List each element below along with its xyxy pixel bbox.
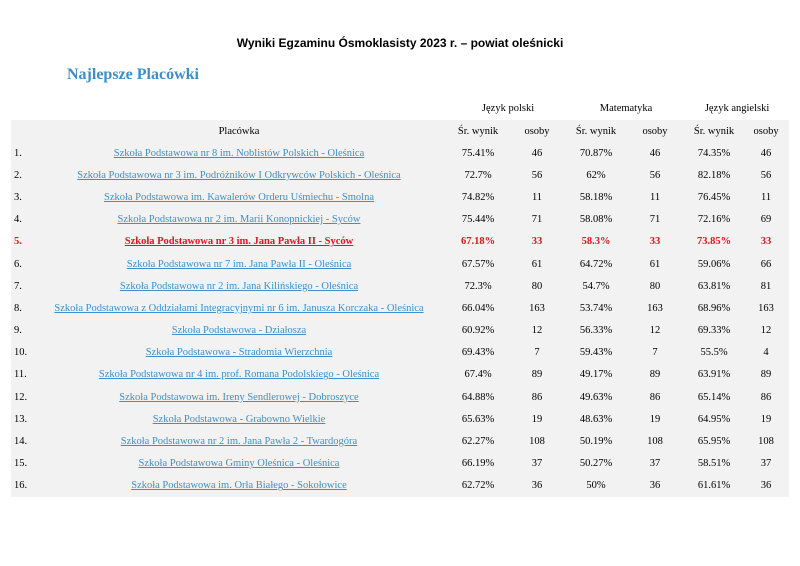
math-count: 12 [625,320,685,342]
polish-avg: 66.04% [449,297,507,319]
school-cell [29,320,449,342]
school-cell [29,186,449,208]
polish-count: 89 [507,364,567,386]
school-cell [29,453,449,475]
math-count: 89 [625,364,685,386]
school-link[interactable]: Szkoła Podstawowa z Oddziałami Integracyjnymi nr 6 im. Janusza Korczaka - Oleśnica [54,302,424,314]
table-row [11,186,789,208]
polish-avg: 60.92% [449,320,507,342]
table-row [11,364,789,386]
results-table-body [11,142,789,497]
table-row [11,408,789,430]
school-cell [29,142,449,164]
polish-count: 86 [507,386,567,408]
math-avg: 70.87% [567,142,625,164]
english-avg: 63.91% [685,364,743,386]
school-link[interactable]: Szkoła Podstawowa nr 3 im. Jana Pawła II - Syców [124,236,354,248]
school-link[interactable]: Szkoła Podstawowa - Stradomia Wierzchnia [145,347,333,359]
math-avg: 58.08% [567,209,625,231]
math-avg: 59.43% [567,342,625,364]
school-link[interactable]: Szkoła Podstawowa im. Ireny Sendlerowej - Dobroszyce [119,391,359,403]
table-row [11,342,789,364]
polish-avg: 75.44% [449,209,507,231]
section-title: Najlepsze Placówki [67,66,199,83]
math-avg: 56.33% [567,320,625,342]
math-count: 7 [625,342,685,364]
row-number: 3. [11,186,29,208]
polish-avg: 67.4% [449,364,507,386]
polish-count: 37 [507,453,567,475]
math-count: 108 [625,430,685,452]
row-number: 13. [11,408,29,430]
english-count: 37 [743,453,789,475]
math-avg: 54.7% [567,275,625,297]
math-count: 71 [625,209,685,231]
school-cell [29,209,449,231]
school-cell [29,164,449,186]
math-avg: 58.18% [567,186,625,208]
header-spacer [29,96,449,120]
header-lp [11,120,29,142]
polish-count: 19 [507,408,567,430]
row-number: 4. [11,209,29,231]
table-row [11,320,789,342]
english-count: 69 [743,209,789,231]
english-count: 66 [743,253,789,275]
row-number: 8. [11,297,29,319]
math-avg: 58.3% [567,231,625,253]
math-count: 46 [625,142,685,164]
math-count: 61 [625,253,685,275]
polish-count: 61 [507,253,567,275]
polish-avg: 72.3% [449,275,507,297]
header-english-count: osoby [743,120,789,142]
math-count: 11 [625,186,685,208]
english-count: 12 [743,320,789,342]
math-avg: 48.63% [567,408,625,430]
math-avg: 62% [567,164,625,186]
english-avg: 65.14% [685,386,743,408]
english-avg: 64.95% [685,408,743,430]
header-school: Placówka [29,120,449,142]
table-row [11,386,789,408]
english-avg: 63.81% [685,275,743,297]
school-cell [29,475,449,497]
school-cell [29,275,449,297]
math-avg: 49.17% [567,364,625,386]
group-header-row [11,96,789,120]
school-cell [29,430,449,452]
header-english-avg: Śr. wynik [685,120,743,142]
math-count: 163 [625,297,685,319]
column-header-row [11,120,789,142]
polish-count: 11 [507,186,567,208]
row-number: 10. [11,342,29,364]
english-avg: 59.06% [685,253,743,275]
table-row [11,142,789,164]
polish-avg: 69.43% [449,342,507,364]
english-count: 56 [743,164,789,186]
table-row [11,453,789,475]
polish-avg: 66.19% [449,453,507,475]
school-cell [29,386,449,408]
header-spacer [11,96,29,120]
table-row [11,253,789,275]
school-link[interactable]: Szkoła Podstawowa nr 7 im. Jana Pawła II - Oleśnica [126,258,352,270]
polish-count: 71 [507,209,567,231]
results-table [11,96,789,497]
school-link[interactable]: Szkoła Podstawowa nr 2 im. Jana Pawła 2 - Twardogóra [120,436,358,448]
table-row [11,209,789,231]
row-number: 15. [11,453,29,475]
english-avg: 74.35% [685,142,743,164]
polish-count: 56 [507,164,567,186]
school-cell [29,231,449,253]
school-cell [29,297,449,319]
math-count: 33 [625,231,685,253]
math-avg: 50.19% [567,430,625,452]
math-count: 19 [625,408,685,430]
school-link[interactable]: Szkoła Podstawowa im. Orła Białego - Sokołowice [131,480,347,492]
polish-count: 46 [507,142,567,164]
polish-count: 7 [507,342,567,364]
english-count: 81 [743,275,789,297]
row-number: 1. [11,142,29,164]
english-count: 46 [743,142,789,164]
row-number: 12. [11,386,29,408]
polish-avg: 75.41% [449,142,507,164]
row-number: 16. [11,475,29,497]
school-cell [29,408,449,430]
polish-count: 33 [507,231,567,253]
english-count: 4 [743,342,789,364]
english-avg: 69.33% [685,320,743,342]
group-header-math: Matematyka [567,96,685,120]
math-avg: 53.74% [567,297,625,319]
school-link[interactable]: Szkoła Podstawowa - Działosza [171,325,307,337]
table-row [11,475,789,497]
math-avg: 50% [567,475,625,497]
math-avg: 64.72% [567,253,625,275]
header-math-avg: Śr. wynik [567,120,625,142]
group-header-english: Język angielski [685,96,789,120]
table-row [11,275,789,297]
english-count: 89 [743,364,789,386]
school-link[interactable]: Szkoła Podstawowa nr 8 im. Noblistów Polskich - Oleśnica [113,147,365,159]
math-avg: 50.27% [567,453,625,475]
math-count: 37 [625,453,685,475]
group-header-polish: Język polski [449,96,567,120]
english-count: 108 [743,430,789,452]
polish-avg: 72.7% [449,164,507,186]
school-cell [29,253,449,275]
row-number: 14. [11,430,29,452]
row-number: 5. [11,231,29,253]
page-title: Wyniki Egzaminu Ósmoklasisty 2023 r. – powiat oleśnicki [236,36,564,50]
polish-count: 108 [507,430,567,452]
school-cell [29,342,449,364]
polish-avg: 67.18% [449,231,507,253]
math-count: 80 [625,275,685,297]
polish-avg: 67.57% [449,253,507,275]
math-count: 56 [625,164,685,186]
english-avg: 68.96% [685,297,743,319]
row-number: 9. [11,320,29,342]
math-count: 36 [625,475,685,497]
table-row [11,164,789,186]
english-avg: 65.95% [685,430,743,452]
polish-count: 36 [507,475,567,497]
row-number: 6. [11,253,29,275]
math-avg: 49.63% [567,386,625,408]
polish-avg: 62.72% [449,475,507,497]
english-avg: 61.61% [685,475,743,497]
school-link[interactable]: Szkoła Podstawowa nr 2 im. Marii Konopnickiej - Syców [117,214,361,226]
row-number: 2. [11,164,29,186]
polish-avg: 64.88% [449,386,507,408]
english-avg: 55.5% [685,342,743,364]
english-count: 19 [743,408,789,430]
school-link[interactable]: Szkoła Podstawowa nr 2 im. Jana Kilińskiego - Oleśnica [119,280,359,292]
school-link[interactable]: Szkoła Podstawowa im. Kawalerów Orderu Uśmiechu - Smolna [103,191,375,203]
table-row [11,430,789,452]
polish-avg: 62.27% [449,430,507,452]
english-avg: 58.51% [685,453,743,475]
school-link[interactable]: Szkoła Podstawowa nr 3 im. Podróżników I Odkrywców Polskich - Oleśnica [77,169,401,181]
english-avg: 82.18% [685,164,743,186]
english-count: 163 [743,297,789,319]
row-number: 7. [11,275,29,297]
math-count: 86 [625,386,685,408]
english-avg: 76.45% [685,186,743,208]
english-count: 36 [743,475,789,497]
school-link[interactable]: Szkoła Podstawowa Gminy Oleśnica - Oleśnica [138,458,340,470]
school-link[interactable]: Szkoła Podstawowa - Grabowno Wielkie [152,413,326,425]
table-row [11,297,789,319]
header-math-count: osoby [625,120,685,142]
school-cell [29,364,449,386]
school-link[interactable]: Szkoła Podstawowa nr 4 im. prof. Romana Podolskiego - Oleśnica [98,369,380,381]
row-number: 11. [11,364,29,386]
header-polish-count: osoby [507,120,567,142]
english-count: 86 [743,386,789,408]
english-count: 11 [743,186,789,208]
polish-count: 80 [507,275,567,297]
polish-count: 12 [507,320,567,342]
english-avg: 73.85% [685,231,743,253]
english-avg: 72.16% [685,209,743,231]
header-polish-avg: Śr. wynik [449,120,507,142]
polish-count: 163 [507,297,567,319]
english-count: 33 [743,231,789,253]
table-row [11,231,789,253]
polish-avg: 74.82% [449,186,507,208]
polish-avg: 65.63% [449,408,507,430]
